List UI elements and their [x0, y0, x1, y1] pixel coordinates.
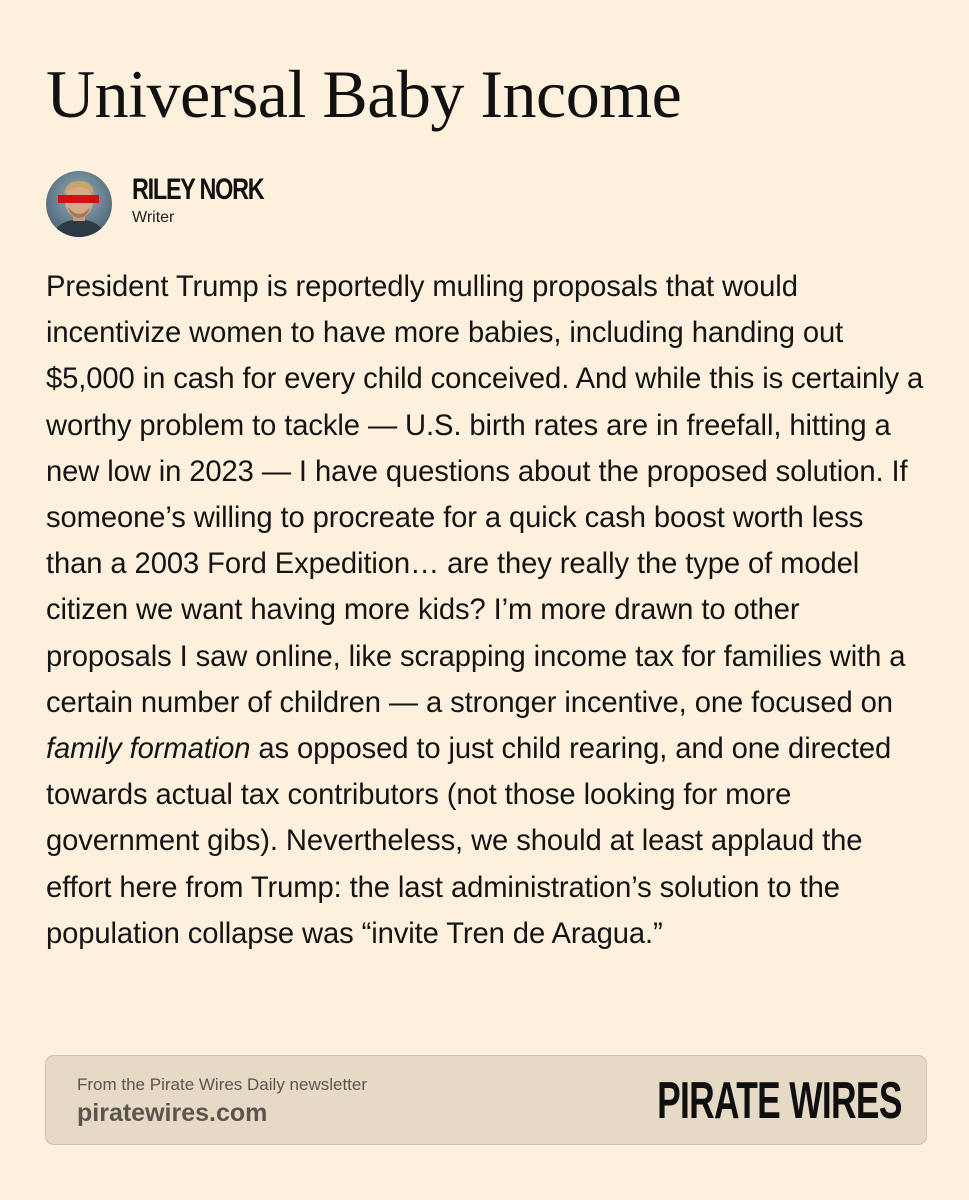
pirate-wires-logo: PIRATE WIRES: [657, 1072, 902, 1130]
author-role: Writer: [132, 209, 175, 226]
redaction-bar: [58, 195, 99, 203]
avatar-portrait-icon: [46, 171, 112, 237]
author-byline: [46, 171, 300, 237]
article-body-part2: as opposed to just child rearing, and one directed towards actual tax contributors (not those looking for more government gibs). Nevertheless, we should at least applaud the effort here from Trump: the last administration’s solution to the population collapse was “invite Tren de Aragua.”: [46, 733, 892, 950]
footer-url-link[interactable]: piratewires.com: [77, 1099, 268, 1127]
author-avatar: [46, 171, 112, 237]
article-body: [46, 264, 926, 957]
author-info: [132, 173, 300, 227]
footer-note: From the Pirate Wires Daily newsletter: [77, 1075, 368, 1094]
article-title: Universal Baby Income: [46, 56, 682, 132]
article-body-part1: President Trump is reportedly mulling proposals that would incentivize women to have more babies, including handing out $5,000 in cash for every child conceived. And while this is certainly a worthy problem to tackle — U.S. birth rates are in freefall, hitting a new low in 2023 — I have questions about the proposed solution. If someone’s willing to procreate for a quick cash boost worth less than a 2003 Ford Expedition… are they really the type of model citizen we want having more kids? I’m more drawn to other proposals I saw online, like scrapping income tax for families with a certain number of children — a stronger incentive, one focused on: [46, 271, 924, 719]
article-body-emphasis: family formation: [46, 733, 251, 766]
author-name: RILEY NORK: [132, 173, 264, 206]
newsletter-footer: [45, 1055, 927, 1145]
